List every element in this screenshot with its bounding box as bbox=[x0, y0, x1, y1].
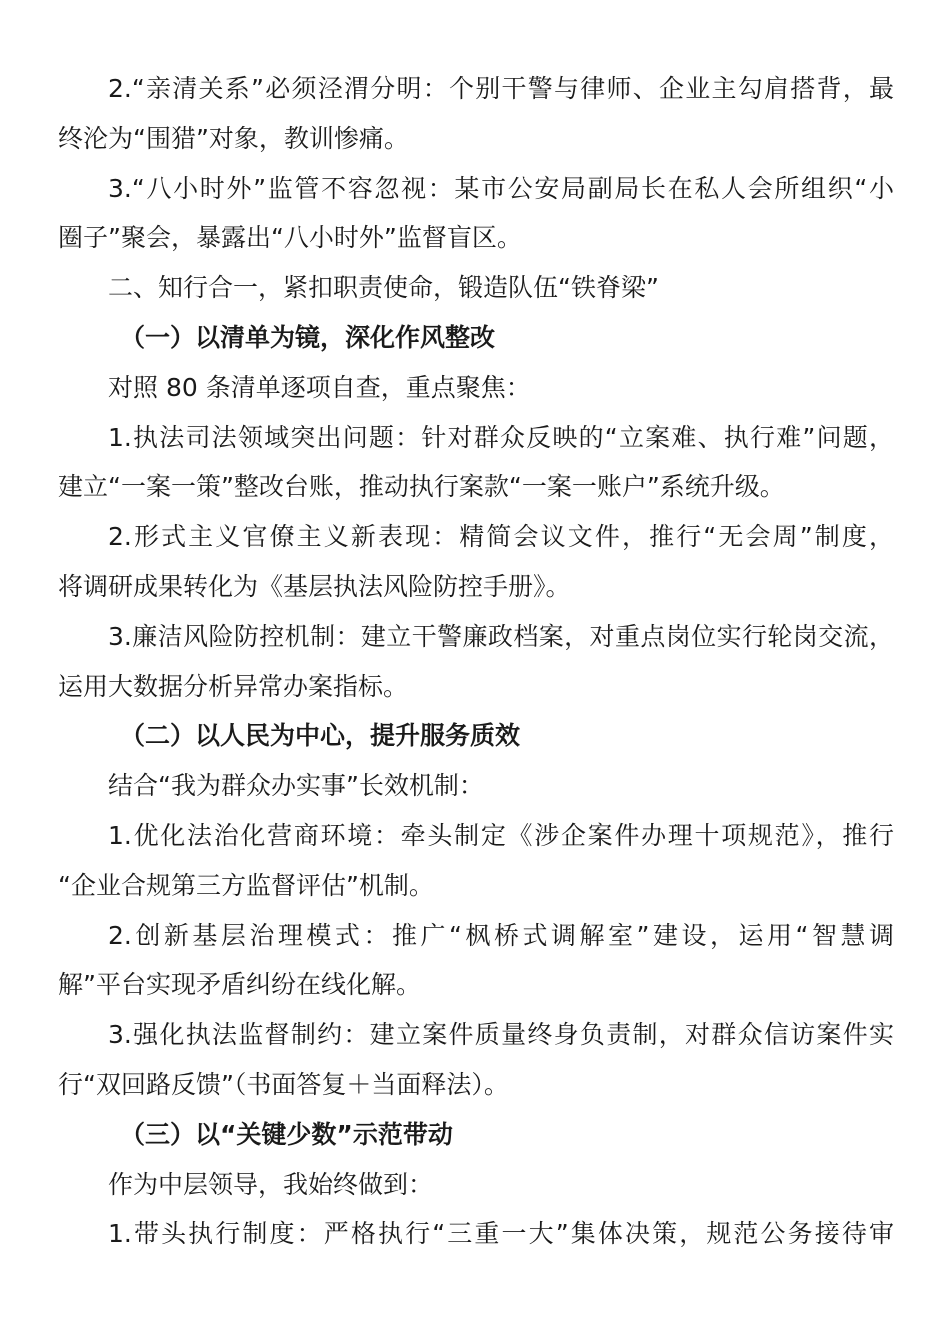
paragraph-line: 运用大数据分析异常办案指标。 bbox=[58, 671, 409, 701]
subsection-heading: （二）以人民为中心，提升服务质效 bbox=[120, 721, 521, 751]
paragraph-line: 1.优化法治化营商环境：牵头制定《涉企案件办理十项规范》，推行 bbox=[108, 820, 894, 850]
paragraph-line: “企业合规第三方监督评估”机制。 bbox=[58, 870, 434, 900]
paragraph-line: 3.“八小时外”监管不容忽视：某市公安局副局长在私人会所组织“小 bbox=[108, 173, 894, 203]
paragraph-line: 结合“我为群众办实事”长效机制： bbox=[108, 771, 484, 801]
paragraph-line: 行“双回路反馈”（书面答复＋当面释法）。 bbox=[58, 1069, 509, 1099]
paragraph-line: 3.强化执法监督制约：建立案件质量终身负责制，对群众信访案件实 bbox=[108, 1020, 894, 1050]
subsection-heading: （三）以“关键少数”示范带动 bbox=[120, 1119, 453, 1149]
paragraph-line: 建立“一案一策”整改台账，推动执行案款“一案一账户”系统升级。 bbox=[58, 472, 785, 502]
paragraph-line: 2.形式主义官僚主义新表现：精简会议文件，推行“无会周”制度， bbox=[108, 522, 894, 552]
subsection-heading: （一）以清单为镜，深化作风整改 bbox=[120, 322, 496, 352]
paragraph-line: 作为中层领导，我始终做到： bbox=[108, 1169, 434, 1199]
paragraph-line: 2.“亲清关系”必须泾渭分明：个别干警与律师、企业主勾肩搭背，最 bbox=[108, 74, 894, 103]
paragraph-line: 1.带头执行制度：严格执行“三重一大”集体决策，规范公务接待审 bbox=[108, 1219, 894, 1249]
paragraph-line: 1.执法司法领域突出问题：针对群众反映的“立案难、执行难”问题， bbox=[108, 422, 894, 452]
paragraph-line: 解”平台实现矛盾纠纷在线化解。 bbox=[58, 970, 421, 1000]
document-page bbox=[58, 64, 894, 1259]
paragraph-line: 终沦为“围猎”对象，教训惨痛。 bbox=[58, 123, 409, 153]
paragraph-line: 圈子”聚会，暴露出“八小时外”监督盲区。 bbox=[58, 223, 522, 253]
paragraph-line: 3.廉洁风险防控机制：建立干警廉政档案，对重点岗位实行轮岗交流， bbox=[108, 621, 894, 651]
paragraph-line: 对照 80 条清单逐项自查，重点聚焦： bbox=[108, 372, 531, 402]
paragraph-line: 2.创新基层治理模式：推广“枫桥式调解室”建设，运用“智慧调 bbox=[108, 920, 894, 950]
paragraph-line: 将调研成果转化为《基层执法风险防控手册》。 bbox=[58, 571, 571, 601]
section-heading: 二、知行合一，紧扣职责使命，锻造队伍“铁脊梁” bbox=[108, 273, 659, 303]
